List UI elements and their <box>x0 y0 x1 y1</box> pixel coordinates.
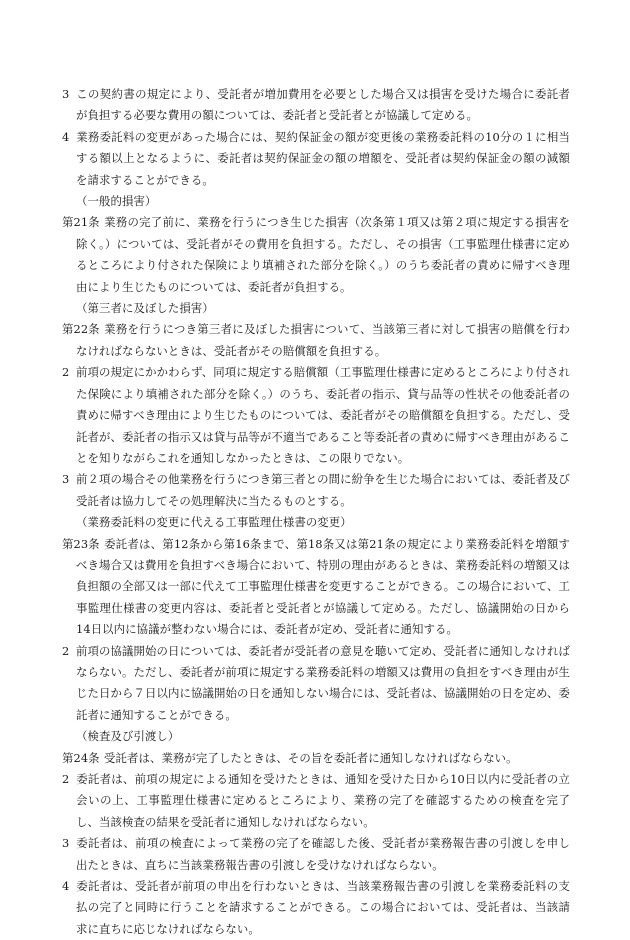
paragraph-22-3 <box>62 469 570 512</box>
article-number: 第23条 <box>62 536 100 551</box>
paragraph-23-2 <box>62 641 570 727</box>
paragraph-number: 3 <box>62 87 70 101</box>
paragraph-text: 委託者は、前項の検査によって業務の完了を確認した後、受託者が業務報告書の引渡しを申し出たときは、直ちに当該業務報告書の引渡しを受けなければならない。 <box>76 836 570 872</box>
article-text: 委託者は、第12条から第16条まで、第18条又は第21条の規定により業務委託料を増額すべき場合又は費用を負担すべき場合において、特別の理由があるときは、業務委託料の増額又は負担額の全部又は一部に代えて工事監理仕様書を変更することができる。この場合において、工事監理仕様書の変更内容は、委託者と受託者とが協議して定める。ただし、協議開始の日から14日以内に協議が整わない場合には、委託者が定め、受託者に通知する。 <box>76 536 570 637</box>
article-number: 第21条 <box>62 215 100 230</box>
paragraph-text: 委託者は、前項の規定による通知を受けたときは、通知を受けた日から10日以内に受託者の立会いの上、工事監理仕様書に定めるところにより、業務の完了を確認するための検査を完了し、当該検査の結果を受託者に通知しなければならない。 <box>76 772 570 829</box>
paragraph-20-4 <box>62 127 570 191</box>
article-heading-24: （検査及び引渡し） <box>76 729 180 744</box>
article-number: 第22条 <box>62 322 100 337</box>
article-text: 受託者は、業務が完了したときは、その旨を委託者に通知しなければならない。 <box>104 750 518 765</box>
paragraph-24-4 <box>62 876 570 940</box>
article-24 <box>62 748 570 769</box>
article-heading-22: （第三者に及ぼした損害） <box>76 301 214 316</box>
paragraph-24-2 <box>62 769 570 833</box>
article-text: 業務を行うにつき第三者に及ぼした損害について、当該第三者に対して損害の賠償を行わなければならないときは、受託者がその賠償額を負担する。 <box>76 322 570 358</box>
article-heading-23: （業務委託料の変更に代える工事監理仕様書の変更） <box>76 515 352 530</box>
document-page <box>62 84 570 940</box>
paragraph-text: 前項の規定にかかわらず、同項に規定する賠償額（工事監理仕様書に定めるところにより付された保険により填補された部分を除く。）のうち、委託者の指示、貸与品等の性状その他委託者の責めに帰すべき理由により生じたものについては、委託者がその賠償額を負担する。ただし、受託者が、委託者の指示又は貸与品等が不適当であること等委託者の責めに帰すべき理由があることを知りながらこれを通知しなかったときは、この限りでない。 <box>76 365 570 465</box>
paragraph-number: 2 <box>62 772 70 786</box>
paragraph-text: この契約書の規定により、受託者が増加費用を必要とした場合又は損害を受けた場合に委託者が負担する必要な費用の額については、委託者と受託者とが協議して定める。 <box>76 87 570 123</box>
paragraph-number: 3 <box>62 472 70 487</box>
paragraph-number: 2 <box>62 365 70 380</box>
paragraph-20-3 <box>62 84 570 127</box>
paragraph-number: 4 <box>62 129 70 144</box>
paragraph-text: 前２項の場合その他業務を行うにつき第三者との間に紛争を生じた場合においては、委託者及び受託者は協力してその処理解決に当たるものとする。 <box>76 472 570 508</box>
paragraph-number: 2 <box>62 643 70 658</box>
article-21 <box>62 212 570 298</box>
paragraph-text: 業務委託料の変更があった場合には、契約保証金の額が変更後の業務委託料の10分の１に相当する額以上となるように、委託者は契約保証金の額の増額を、受託者は契約保証金の額の減額を請求することができる。 <box>76 129 570 187</box>
paragraph-text: 委託者は、受託者が前項の申出を行わないときは、当該業務報告書の引渡しを業務委託料の支払の完了と同時に行うことを請求することができる。この場合においては、受託者は、当該請求に直ちに応じなければならない。 <box>76 879 570 936</box>
article-text: 業務の完了前に、業務を行うにつき生じた損害（次条第１項又は第２項に規定する損害を除く。）については、受託者がその費用を負担する。ただし、その損害（工事監理仕様書に定めるところにより付された保険により填補された部分を除く。）のうち委託者の責めに帰すべき理由により生じたものについては、委託者が負担する。 <box>76 215 570 294</box>
paragraph-24-3 <box>62 833 570 876</box>
paragraph-number: 4 <box>62 879 70 894</box>
paragraph-22-2 <box>62 362 570 469</box>
article-22 <box>62 319 570 362</box>
article-number: 第24条 <box>62 750 100 765</box>
article-23 <box>62 534 570 641</box>
paragraph-text: 前項の協議開始の日については、委託者が受託者の意見を聴いて定め、受託者に通知しなければならない。ただし、委託者が前項に規定する業務委託料の増額又は費用の負担をすべき理由が生じた日から７日以内に協議開始の日を通知しない場合には、受託者は、協議開始の日を定め、委託者に通知することができる。 <box>76 643 570 722</box>
paragraph-number: 3 <box>62 836 70 851</box>
article-heading-21: （一般的損害） <box>76 194 157 209</box>
